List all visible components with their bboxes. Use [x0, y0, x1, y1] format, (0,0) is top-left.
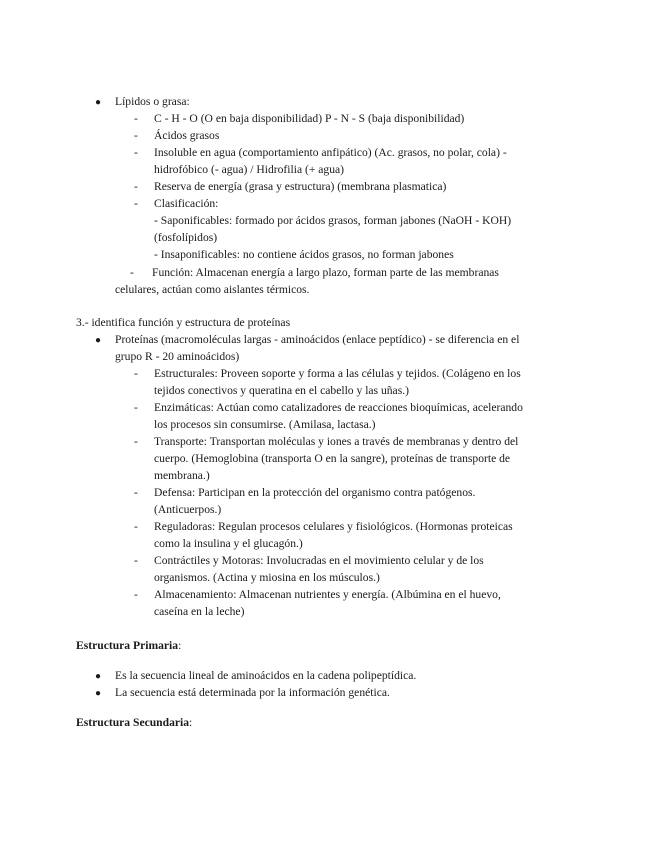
funcion-estructurales-cont: tejidos conectivos y queratina en el cabello y las uñas.) — [154, 384, 409, 397]
lipidos-item: Reserva de energía (grasa y estructura) (membrana plasmatica) — [154, 180, 447, 193]
dash-icon: - — [130, 266, 134, 279]
funcion-reguladoras: Reguladoras: Regulan procesos celulares y fisiológicos. (Hormonas proteicas — [154, 520, 513, 533]
proteinas-bullet: Proteínas (macromoléculas largas - aminoácidos (enlace peptídico) - se diferencia en el — [115, 333, 520, 346]
clasificacion-saponificables-cont: (fosfolípidos) — [154, 231, 218, 244]
estructura-primaria-heading — [76, 637, 181, 654]
funcion-almacenamiento-cont: caseína en la leche) — [154, 605, 245, 618]
clasificacion-saponificables: - Saponificables: formado por ácidos grasos, forman jabones (NaOH - KOH) — [154, 214, 512, 227]
funcion-transporte-cont: membrana.) — [154, 469, 210, 482]
funcion-enzimaticas-cont: los procesos sin consumirse. (Amilasa, lactasa.) — [154, 418, 376, 431]
funcion-almacenamiento: Almacenamiento: Almacenan nutrientes y energía. (Albúmina en el huevo, — [154, 588, 501, 601]
bullet-icon: ● — [95, 688, 102, 699]
funcion-transporte-cont: cuerpo. (Hemoglobina (transporta O en la sangre), proteínas de transporte de — [154, 452, 511, 465]
lipidos-item: Ácidos grasos — [154, 129, 220, 142]
funcion-defensa: Defensa: Participan en la protección del organismo contra patógenos. — [154, 486, 476, 499]
lipidos-item: Clasificación: — [154, 197, 219, 210]
section-3-heading: 3.- identifica función y estructura de proteínas — [76, 316, 291, 329]
funcion-contractiles-cont: organismos. (Actina y miosina en los músculos.) — [154, 571, 380, 584]
funcion-enzimaticas: Enzimáticas: Actúan como catalizadores de reacciones bioquímicas, acelerando — [154, 401, 523, 414]
funcion-transporte: Transporte: Transportan moléculas y iones a través de membranas y dentro del — [154, 435, 519, 448]
primaria-item: La secuencia está determinada por la información genética. — [115, 686, 390, 699]
estructura-secundaria-heading — [76, 714, 192, 731]
dash-icon: - — [134, 435, 138, 448]
lipidos-funcion: Función: Almacenan energía a largo plazo, forman parte de las membranas — [152, 266, 499, 279]
primaria-item: Es la secuencia lineal de aminoácidos en la cadena polipeptídica. — [115, 669, 417, 682]
bullet-icon: ● — [95, 671, 102, 682]
lipidos-funcion-cont: celulares, actúan como aislantes térmicos. — [115, 283, 310, 296]
bullet-icon: ● — [95, 97, 102, 108]
funcion-estructurales: Estructurales: Proveen soporte y forma a las células y tejidos. (Colágeno en los — [154, 367, 521, 380]
dash-icon: - — [134, 520, 138, 533]
dash-icon: - — [134, 146, 138, 159]
lipidos-item-cont: hidrofóbico (- agua) / Hidrofilia (+ agua) — [154, 163, 345, 176]
lipidos-item: C - H - O (O en baja disponibilidad) P - N - S (baja disponibilidad) — [154, 112, 465, 125]
funcion-contractiles: Contráctiles y Motoras: Involucradas en el movimiento celular y de los — [154, 554, 484, 567]
funcion-defensa-cont: (Anticuerpos.) — [154, 503, 222, 516]
estructura-primaria-title: Estructura Primaria — [76, 639, 179, 652]
estructura-secundaria-title: Estructura Secundaria — [76, 716, 190, 729]
dash-icon: - — [134, 367, 138, 380]
dash-icon: - — [134, 554, 138, 567]
dash-icon: - — [134, 486, 138, 499]
dash-icon: - — [134, 197, 138, 210]
dash-icon: - — [134, 112, 138, 125]
dash-icon: - — [134, 588, 138, 601]
dash-icon: - — [134, 180, 138, 193]
heading-colon: : — [178, 639, 182, 652]
dash-icon: - — [134, 401, 138, 414]
clasificacion-insaponificables: - Insaponificables: no contiene ácidos grasos, no forman jabones — [154, 248, 454, 261]
heading-colon: : — [189, 716, 193, 729]
lipidos-item: Insoluble en agua (comportamiento anfipático) (Ac. grasos, no polar, cola) - — [154, 146, 507, 159]
proteinas-bullet-cont: grupo R - 20 aminoácidos) — [115, 350, 240, 363]
lipidos-title: Lípidos o grasa: — [115, 95, 190, 108]
dash-icon: - — [134, 129, 138, 142]
bullet-icon: ● — [95, 335, 102, 346]
funcion-reguladoras-cont: como la insulina y el glucagón.) — [154, 537, 303, 550]
